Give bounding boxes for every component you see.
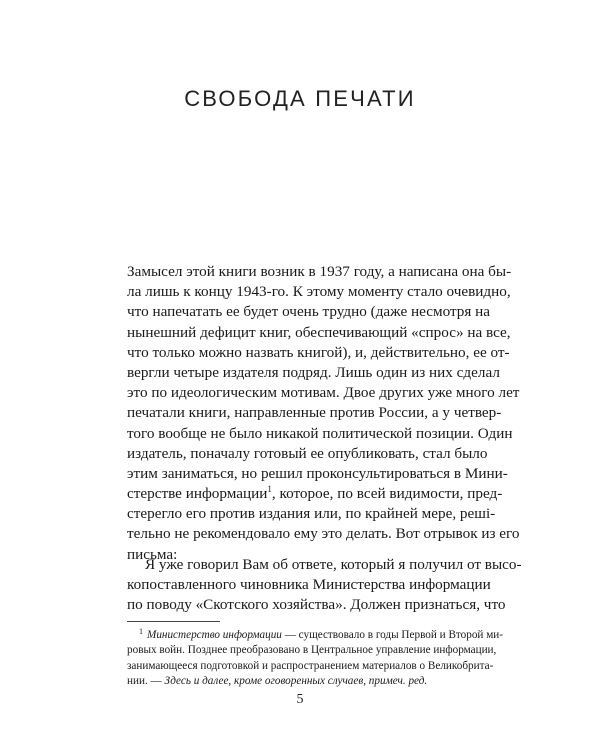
quote-line: Я уже говорил Вам об ответе, который я получил от высо- bbox=[145, 556, 522, 573]
text-line-with-footnote bbox=[127, 484, 503, 504]
footnote-text: нии. — bbox=[127, 675, 165, 688]
text-line: что только можно назвать книгой), и, действительно, ее от- bbox=[127, 343, 510, 361]
chapter-title: СВОБОДА ПЕЧАТИ bbox=[184, 86, 416, 111]
text-line: тельно не рекомендовало ему это делать. Вот отрывок из его bbox=[127, 525, 520, 543]
text-line: ла лишь к концу 1943-го. К этому моменту стало очевидно, bbox=[127, 283, 511, 301]
footnote-line: занимающееся подготовкой и распространением материалов о Великобрита- bbox=[127, 659, 494, 672]
text-line: издатель, поначалу готовый ее опубликовать, стал было bbox=[127, 444, 488, 462]
text-line: печатали книги, направленные против России, а у четвер- bbox=[127, 404, 502, 422]
footnote-divider bbox=[127, 621, 220, 622]
quote-line: по поводу «Скотского хозяйства». Должен признаться, что bbox=[127, 596, 506, 614]
text-line: этим заниматься, но решил проконсультироваться в Мини- bbox=[127, 464, 508, 482]
footnote-number: 1 bbox=[139, 627, 143, 636]
text-line: того вообще не было никакой политической позиции. Один bbox=[127, 424, 513, 442]
page-number: 5 bbox=[296, 692, 304, 707]
text-line: вергли четыре издателя подряд. Лишь один из них сделал bbox=[127, 363, 500, 381]
text-line: письма: bbox=[127, 545, 178, 563]
text-fragment: стерстве информации bbox=[127, 485, 268, 503]
text-line: что напечатать ее будет очень трудно (даже несмотря на bbox=[127, 303, 491, 321]
text-line: Замысел этой книги возник в 1937 году, а написана она бы- bbox=[127, 263, 512, 280]
text-line: нынешний дефицит книг, обеспечивающий «спрос» на все, bbox=[127, 323, 511, 341]
text-fragment: , которое, по всей видимости, пред- bbox=[271, 485, 503, 503]
block-quote bbox=[127, 555, 522, 616]
footnote bbox=[127, 627, 504, 690]
footnote-line bbox=[127, 627, 504, 643]
footnote-term: Министерство информации bbox=[147, 629, 282, 641]
text-line: это по идеологическим мотивам. Двое других уже много лет bbox=[127, 384, 520, 402]
footnote-reference[interactable]: 1 bbox=[267, 484, 272, 495]
footnote-text: — существовало в годы Первой и Второй ми- bbox=[281, 629, 504, 641]
footnote-line bbox=[127, 674, 475, 689]
text-line: стерегло его против издания или, по крайней мере, решi- bbox=[127, 505, 496, 523]
footnote-editor-note: Здесь и далее, кроме оговоренных случаев, примеч. ред. bbox=[164, 675, 428, 688]
footnote-line: ровых войн. Позднее преобразовано в Центральное управление информации, bbox=[127, 644, 497, 657]
quote-line: копоставленного чиновника Министерства информации bbox=[127, 576, 491, 594]
